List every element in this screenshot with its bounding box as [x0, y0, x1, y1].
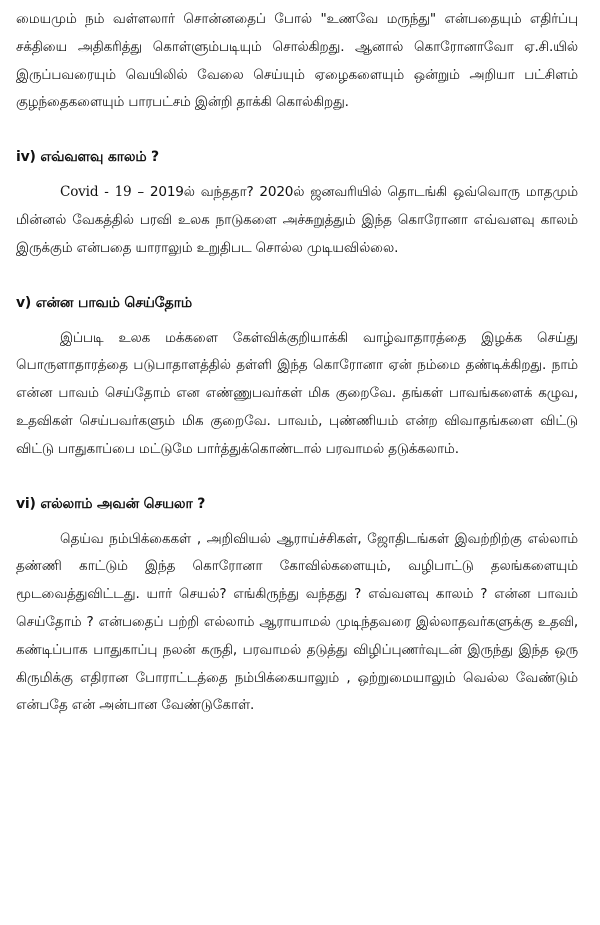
paragraph-iv-text: – 2019ல் வந்ததா? 2020ல் ஜனவரியில் தொடங்கி ஒவ்வொரு மாதமும் மின்னல் வேகத்தில் பரவி உலக நாடுகளை அச்சுறுத்தும் இந்த கொரோனா எவ்வளவு காலம் இருக்கும் என்பதை யாராலும் உறுதிபட சொல்ல முடியவில்லை.	[16, 184, 578, 256]
covid-term: Covid - 19	[60, 184, 132, 201]
paragraph-vi: தெய்வ நம்பிக்கைகள் , அறிவியல் ஆராய்ச்சிகள், ஜோதிடங்கள் இவற்றிற்கு எல்லாம் தண்ணி காட்டும் இந்த கொரோனா கோவில்களையும், வழிபாட்டு தலங்களையும் மூடவைத்துவிட்டது. யார் செயல்? எங்கிருந்து வந்தது ? எவ்வளவு காலம் ? என்ன பாவம் செய்தோம் ? என்பதைப் பற்றி எல்லாம் ஆராயாமல் முடிந்தவரை இல்லாதவர்களுக்கு உதவி, கண்டிப்பாக பாதுகாப்பு நலன் கருதி, பரவாமல் தடுத்து விழிப்புணர்வுடன் இருந்து இந்த ஒரு கிருமிக்கு எதிரான போராட்டத்தை நம்பிக்கையாலும் , ஒற்றுமையாலும் வெல்ல வேண்டும் என்பதே என் அன்பான வேண்டுகோள்.	[16, 530, 578, 714]
paragraph-intro: மையமும் நம் வள்ளலார் சொன்னதைப் போல் "உணவே மருந்து" என்பதையும் எதிர்ப்பு சக்தியை அதிகரித்து கொள்ளும்படியும் சொல்கிறது. ஆனால் கொரோனாவோ ஏ.சி.யில் இருப்பவரையும் வெயிலில் வேலை செய்யும் ஏழைகளையும் ஒன்றும் அறியா பட்சிளம் குழந்தைகளையும் பாரபட்சம் இன்றி தாக்கி கொல்கிறது.	[16, 11, 578, 111]
paragraph-v: இப்படி உலக மக்களை கேள்விக்குறியாக்கி வாழ்வாதாரத்தை இழக்க செய்து பொருளாதாரத்தை படுபாதாளத்தில் தள்ளி இந்த கொரோனா ஏன் நம்மை தண்டிக்கிறது. நாம் என்ன பாவம் செய்தோம் என எண்ணுபவர்கள் மிக குறைவே. தங்கள் பாவங்களைக் கழுவ, உதவிகள் செய்பவர்களும் மிக குறைவே. பாவம், புண்ணியம் என்ற விவாதங்களை விட்டு விட்டு பாதுகாப்பை மட்டுமே பார்த்துக்கொண்டால் பரவாமல் தடுக்கலாம்.	[16, 329, 578, 457]
spacer	[16, 518, 578, 526]
paragraph-iv	[16, 179, 578, 262]
spacer	[16, 263, 578, 289]
spacer	[16, 464, 578, 490]
section-heading-v: v) என்ன பாவம் செய்தோம்	[16, 294, 192, 311]
section-heading-iv: iv) எவ்வளவு காலம் ?	[16, 149, 159, 166]
section-heading-vi: vi) எல்லாம் அவன் செயலா ?	[16, 495, 206, 512]
spacer	[16, 317, 578, 325]
spacer	[16, 117, 578, 143]
spacer	[16, 171, 578, 179]
